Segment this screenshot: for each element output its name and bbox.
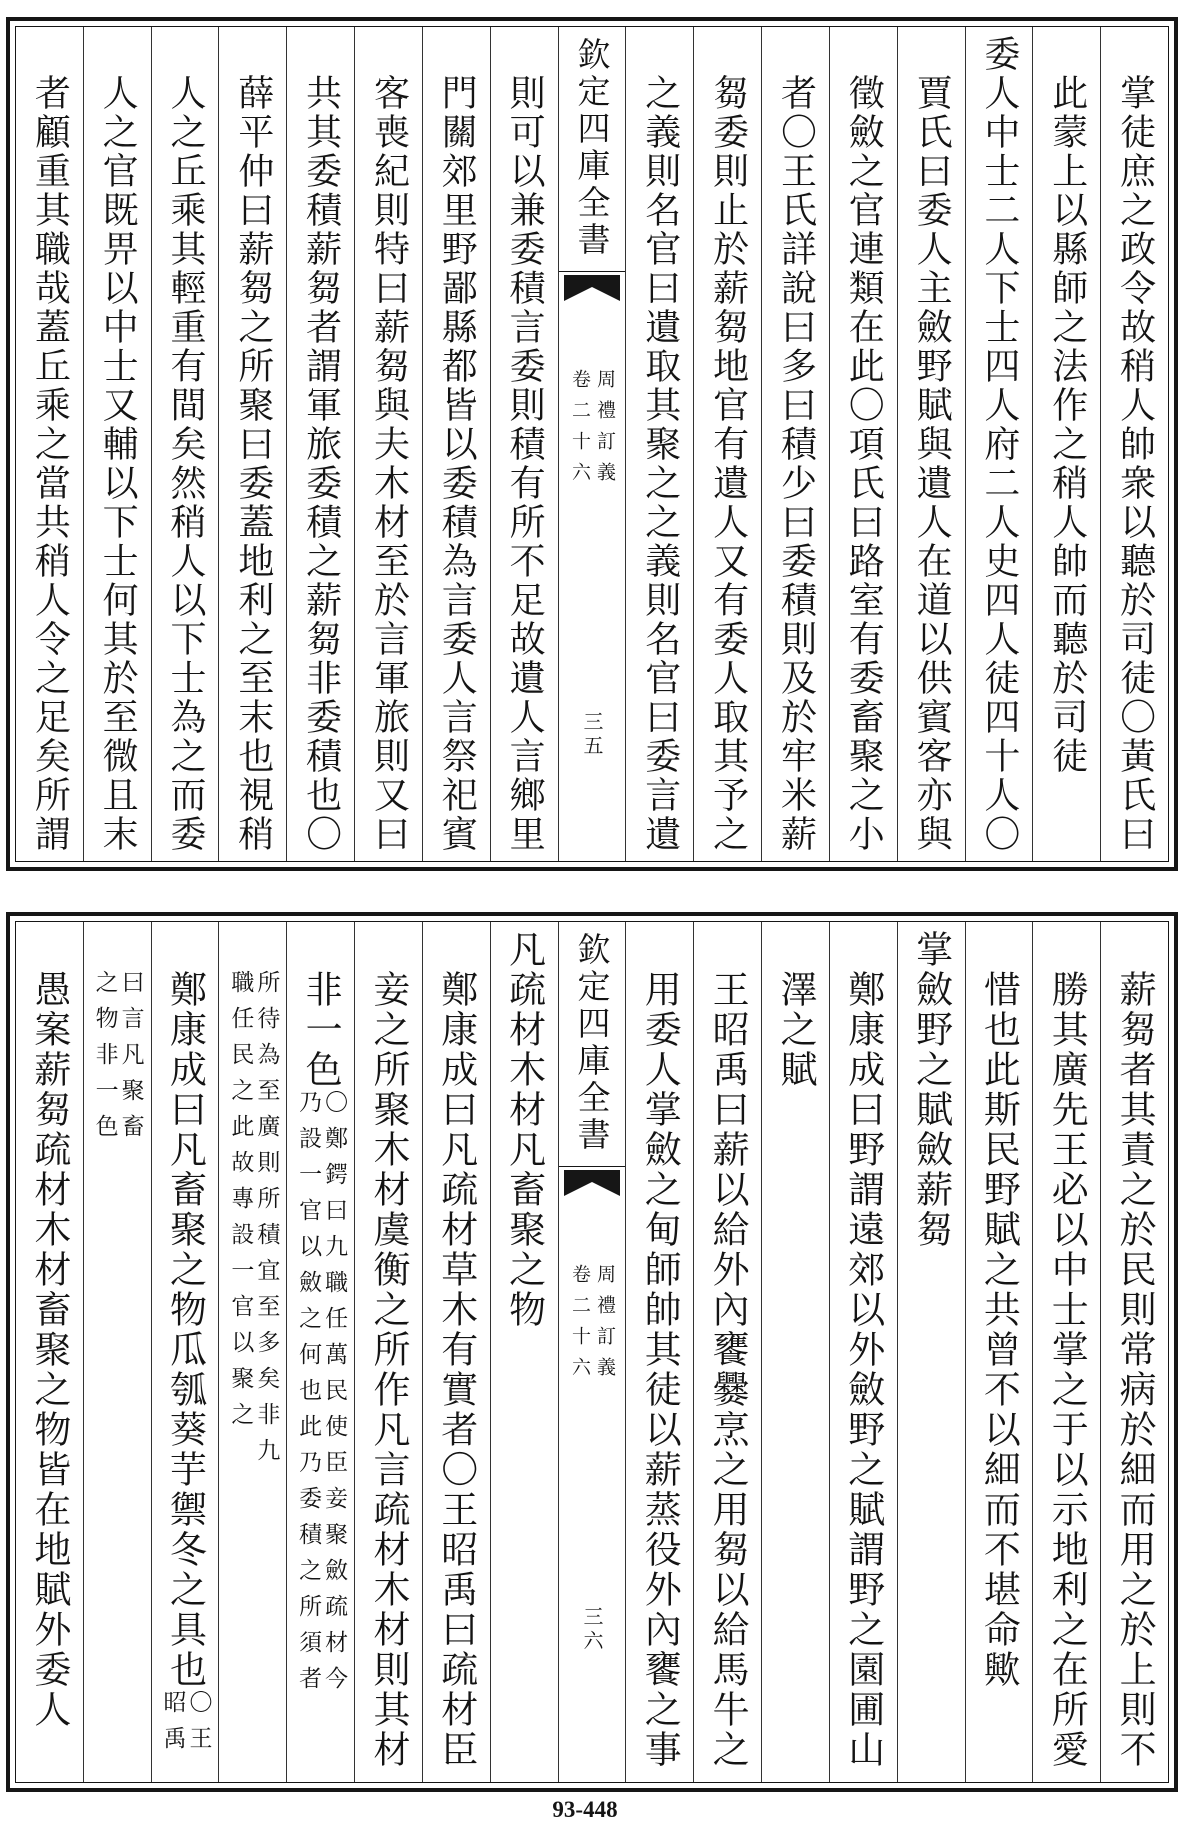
commentary-column <box>490 27 558 861</box>
commentary-column <box>1100 27 1168 861</box>
commentary-column <box>625 27 693 861</box>
annotation-line: 之物非一色 <box>91 970 118 1150</box>
column-text: 鄭康成曰野謂遠郊以外斂野之賦謂野之園圃山 <box>841 970 885 1770</box>
column-text: 人之官既畀以中士又輔以下士何其於至微且末 <box>97 74 139 854</box>
interlinear-note <box>295 1090 348 1702</box>
commentary-column <box>1032 922 1100 1782</box>
margin-title: 欽定四庫全書 <box>572 932 612 1154</box>
commentary-column <box>625 922 693 1782</box>
column-text: 此蒙上以縣師之法作之稍人帥而聽於司徒 <box>1046 74 1088 776</box>
fishtail-mark <box>559 1166 626 1210</box>
column-text: 惜也此斯民野賦之共曾不以細而不堪命歟 <box>977 970 1021 1690</box>
column-text: 共其委積薪芻者謂軍旅委積之薪芻非委積也〇 <box>300 74 342 854</box>
fishtail-mark <box>559 271 626 315</box>
column-text: 凡疏材木材凡畜聚之物 <box>502 930 546 1330</box>
interlinear-note <box>227 970 280 1474</box>
column-text: 者顧重其職哉蓋丘乘之當共稍人令之足矣所謂 <box>29 74 71 854</box>
commentary-column <box>761 27 829 861</box>
commentary-column <box>218 922 286 1782</box>
column-text: 鄭康成曰凡畜聚之物瓜瓠葵芋禦冬之具也 <box>163 970 207 1690</box>
column-text: 薪芻者其責之於民則常病於細而用之於上則不 <box>1113 970 1157 1770</box>
margin-volume: 卷二十六 <box>568 1264 591 1388</box>
margin-book-info <box>570 369 614 493</box>
column-text: 非一色 <box>299 970 343 1090</box>
commentary-column <box>354 27 422 861</box>
classic-text-column <box>897 922 965 1782</box>
leaf-panel-top <box>6 17 1178 871</box>
fishtail-icon <box>564 1170 620 1200</box>
column-text: 人之丘乘其輕重有間矣然稍人以下士為之而委 <box>164 74 206 854</box>
margin-volume: 卷二十六 <box>568 369 591 493</box>
commentary-column <box>286 922 354 1782</box>
commentary-column <box>693 27 761 861</box>
column-text: 客喪紀則特曰薪芻與夫木材至於言軍旅則又曰 <box>368 74 410 854</box>
annotation-line: 昭禹 <box>159 1690 186 1762</box>
margin-title: 欽定四庫全書 <box>572 37 612 259</box>
annotation-line: 曰言凡聚畜 <box>117 970 144 1150</box>
commentary-column <box>1032 27 1100 861</box>
commentary-column <box>151 922 219 1782</box>
column-text: 薛平仲曰薪芻之所聚曰委蓋地利之至末也視稍 <box>232 74 274 854</box>
column-text: 之義則名官曰遺取其聚之之義則名官曰委言遺 <box>639 74 681 854</box>
column-text: 門關郊里野鄙縣都皆以委積為言委人言祭祀賓 <box>436 74 478 854</box>
commentary-column <box>829 27 897 861</box>
commentary-column <box>16 27 83 861</box>
margin-book-info <box>570 1264 614 1388</box>
annotation-line: 職任民之此故專設一官以聚之 <box>227 970 254 1438</box>
leaf-panel-bottom <box>6 912 1178 1792</box>
commentary-column <box>829 922 897 1782</box>
margin-folio-number: 三六 <box>579 1606 604 1654</box>
commentary-column <box>1100 922 1168 1782</box>
commentary-column <box>422 922 490 1782</box>
commentary-column <box>897 27 965 861</box>
fishtail-icon <box>564 275 620 305</box>
commentary-column <box>16 922 83 1782</box>
annotation-line: 乃設一官以斂之何也此乃委積之所須者 <box>295 1090 322 1702</box>
commentary-column <box>965 922 1033 1782</box>
fold-margin <box>558 922 626 1782</box>
commentary-column <box>286 27 354 861</box>
column-text: 則可以兼委積言委則積有所不足故遺人言鄉里 <box>504 74 546 854</box>
margin-book-title: 周禮訂義 <box>593 369 616 493</box>
column-text: 澤之賦 <box>773 970 817 1090</box>
commentary-column <box>761 922 829 1782</box>
column-text: 鄭康成曰凡疏材草木有實者〇王昭禹曰疏材臣 <box>434 970 478 1770</box>
column-text: 妾之所聚木材虞衡之所作凡言疏材木材則其材 <box>366 970 410 1770</box>
column-text: 掌斂野之賦斂薪芻 <box>909 930 953 1250</box>
interlinear-note <box>93 970 142 1150</box>
classic-text-column <box>965 27 1033 861</box>
column-text: 委人中士二人下士四人府二人史四人徒四十人〇 <box>978 35 1020 854</box>
footer-page-code: 93-448 <box>552 1797 618 1822</box>
column-text: 者〇王氏詳說曰多曰積少曰委積則及於牢米薪 <box>775 74 817 854</box>
commentary-column <box>693 922 761 1782</box>
column-text: 徵斂之官連類在此〇項氏曰路室有委畜聚之小 <box>843 74 885 854</box>
column-text: 賈氏曰委人主斂野賦與遺人在道以供賓客亦與 <box>911 74 953 854</box>
annotation-line: 所待為至廣則所積宜至多矣非九 <box>253 970 280 1474</box>
column-text: 愚案薪芻疏材木材畜聚之物皆在地賦外委人 <box>27 970 71 1730</box>
column-text: 勝其廣先王必以中士掌之于以示地利之在所愛 <box>1045 970 1089 1770</box>
commentary-column <box>354 922 422 1782</box>
classic-text-column <box>490 922 558 1782</box>
commentary-column <box>422 27 490 861</box>
column-text: 芻委則止於薪芻地官有遺人又有委人取其予之 <box>707 74 749 854</box>
commentary-column <box>83 27 151 861</box>
commentary-column <box>218 27 286 861</box>
leaf-frame <box>15 26 1169 862</box>
column-text: 掌徒庶之政令故稍人帥衆以聽於司徒〇黃氏曰 <box>1114 74 1156 854</box>
margin-book-title: 周禮訂義 <box>593 1264 616 1388</box>
annotation-line: 〇王 <box>185 1690 212 1762</box>
column-text: 用委人掌斂之甸師帥其徒以薪蒸役外內饔之事 <box>638 970 682 1770</box>
commentary-column <box>151 27 219 861</box>
leaf-frame <box>15 921 1169 1783</box>
annotation-line: 〇鄭鍔曰九職任萬民使臣妾聚斂疏材今 <box>321 1090 348 1702</box>
commentary-column <box>83 922 151 1782</box>
margin-folio-number: 三五 <box>579 711 604 759</box>
column-text: 王昭禹曰薪以給外內饔爨烹之用芻以給馬牛之 <box>706 970 750 1770</box>
interlinear-note <box>159 1690 212 1762</box>
fold-margin <box>558 27 626 861</box>
